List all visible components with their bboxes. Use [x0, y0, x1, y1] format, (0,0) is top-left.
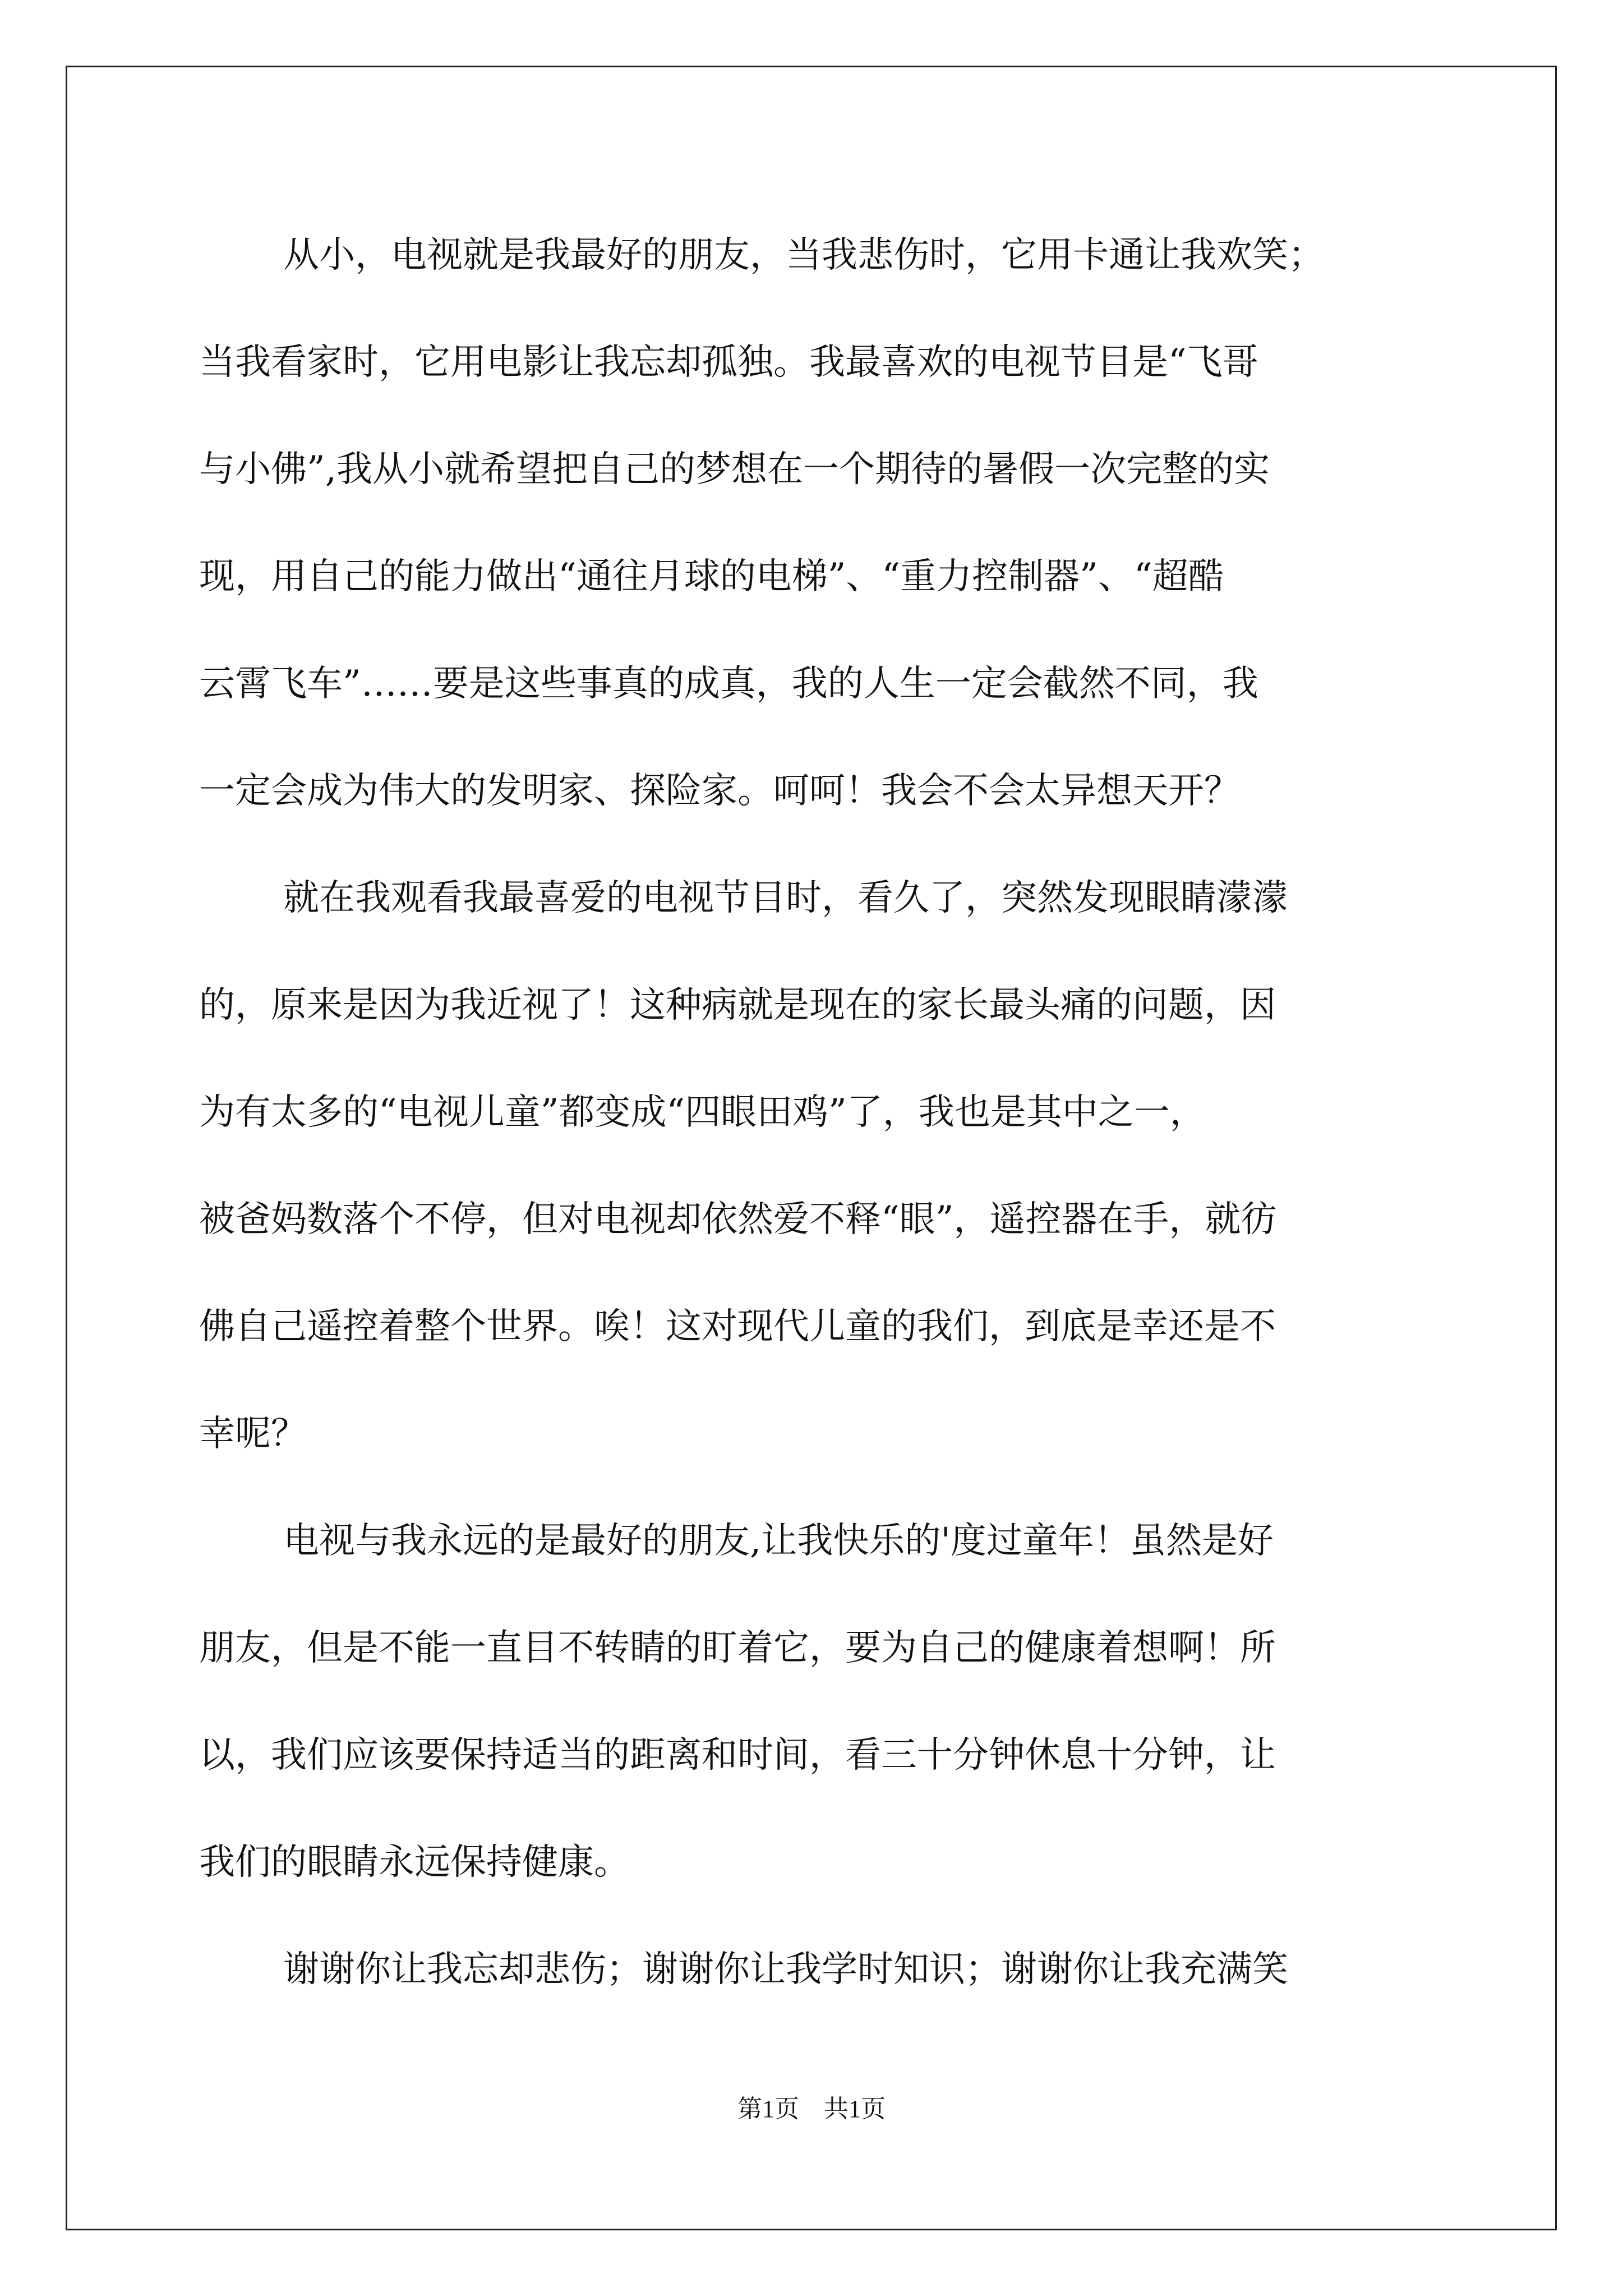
- document-body: [199, 202, 1427, 2023]
- text-line: 谢谢你让我忘却悲伤；谢谢你让我学时知识；谢谢你让我充满笑: [283, 1949, 1288, 1990]
- text-line: 就在我观看我最喜爱的电视节目时，看久了，突然发现眼睛濛濛: [283, 877, 1288, 919]
- text-line: 幸呢？: [199, 1413, 307, 1455]
- text-line: 被爸妈数落个不停，但对电视却依然爱不释“眼”，遥控器在手，就彷: [199, 1199, 1277, 1240]
- text-line: 的，原来是因为我近视了！这种病就是现在的家长最头痛的问题，因: [199, 984, 1276, 1026]
- text-line: 当我看家时，它用电影让我忘却孤独。我最喜欢的电视节目是“飞哥: [199, 342, 1258, 383]
- text-line: 朋友，但是不能一直目不转睛的盯着它，要为自己的健康着想啊！所: [199, 1627, 1276, 1669]
- text-line: 现，用自己的能力做出“通往月球的电梯”、“重力控制器”、“超酷: [199, 556, 1224, 597]
- text-line: 云霄飞车”……要是这些事真的成真，我的人生一定会截然不同，我: [199, 663, 1258, 705]
- text-line: 佛自己遥控着整个世界。唉！这对现代儿童的我们，到底是幸还是不: [199, 1306, 1276, 1347]
- page-footer: [0, 2092, 1623, 2126]
- text-line: 与小佛”,我从小就希望把自己的梦想在一个期待的暑假一次完整的实: [199, 449, 1270, 490]
- text-line: 以，我们应该要保持适当的距离和时间，看三十分钟休息十分钟，让: [199, 1734, 1276, 1776]
- text-line: 为有太多的“电视儿童”都变成“四眼田鸡”了，我也是其中之一，: [199, 1092, 1206, 1133]
- text-line: 从小，电视就是我最好的朋友，当我悲伤时，它用卡通让我欢笑；: [283, 234, 1324, 276]
- page-total: 共1页: [824, 2095, 886, 2123]
- page-number: 第1页: [737, 2095, 799, 2123]
- text-line: 我们的眼睛永远保持健康。: [199, 1842, 630, 1883]
- text-line: 一定会成为伟大的发明家、探险家。呵呵！我会不会太异想天开？: [199, 770, 1240, 812]
- text-line: 电视与我永远的是最好的朋友,让我快乐的'度过童年！虽然是好: [283, 1520, 1274, 1562]
